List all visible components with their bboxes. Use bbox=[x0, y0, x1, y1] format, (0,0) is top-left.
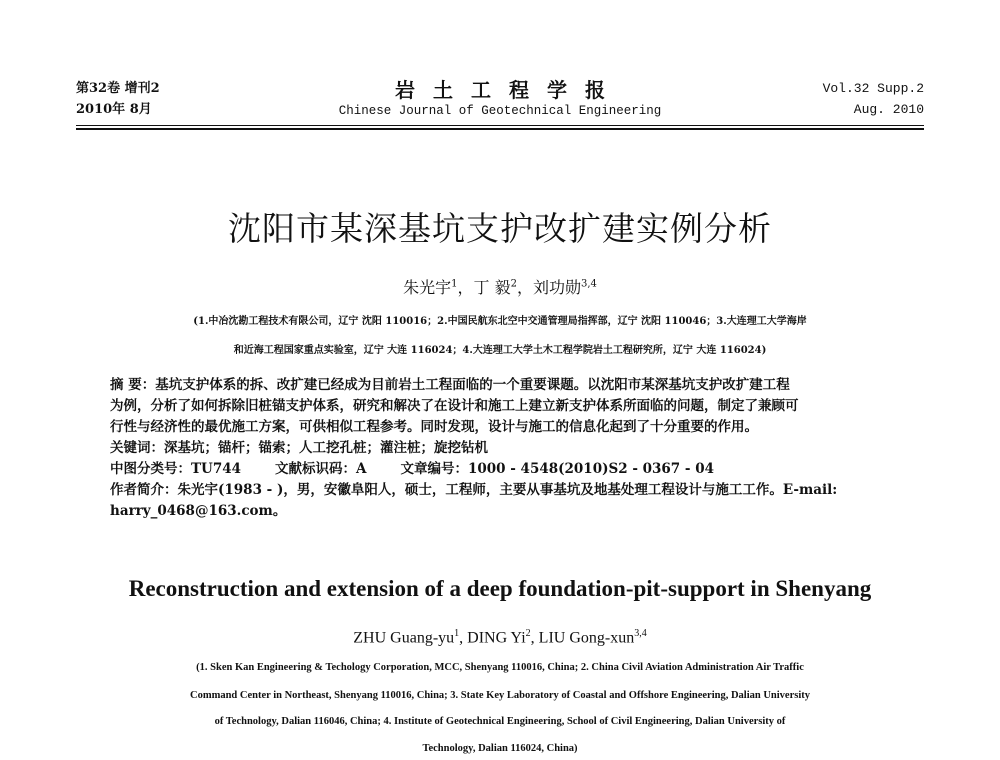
author-intro-text: 朱光宇(1983 - )，男，安徽阜阳人，硕士，工程师，主要从事基坑及地基处理工程设计与施工工作。E-mail: bbox=[177, 482, 838, 498]
abstract-line-1 bbox=[110, 375, 890, 396]
affiliation-en-line-2: Command Center in Northeast, Shenyang 110016, China; 3. State Key Laboratory of Coastal and Offshore Engineering, Dalian University bbox=[190, 690, 810, 701]
date-cn: 2010年 8月 bbox=[76, 102, 152, 117]
affiliation-en-line-1: (1. Sken Kan Engineering & Techology Corporation, MCC, Shenyang 110016, China; 2. China Civil Aviation Administration Air Traffic bbox=[196, 662, 804, 673]
affiliation-en-line-4: Technology, Dalian 116024, China) bbox=[422, 743, 578, 754]
keywords-text: 深基坑；锚杆；锚索；人工挖孔桩；灌注桩；旋挖钻机 bbox=[164, 440, 488, 456]
keywords-label: 关键词： bbox=[110, 440, 164, 456]
affiliation-cn-line-1: (1.中冶沈勘工程技术有限公司，辽宁 沈阳 110016；2.中国民航东北空中交通管理局指挥部，辽宁 沈阳 110046；3.大连理工大学海岸 bbox=[193, 316, 807, 327]
affiliation-en-line-3: of Technology, Dalian 116046, China; 4. Institute of Geotechnical Engineering, School of Civil Engineering, Dalian University of bbox=[214, 716, 786, 727]
author-cn-1: 朱光宇 bbox=[403, 278, 452, 297]
abstract-label: 摘 要： bbox=[110, 377, 156, 393]
author-en-1: ZHU Guang-yu bbox=[353, 629, 455, 647]
author-en-2-sup: 2 bbox=[525, 628, 531, 639]
header-right bbox=[823, 78, 924, 120]
clc-value: TU744 bbox=[191, 461, 241, 477]
article-number-value: 1000 - 4548(2010)S2 - 0367 - 04 bbox=[467, 461, 714, 477]
author-cn-3-sup: 3,4 bbox=[581, 278, 597, 290]
journal-name-cn: 岩土工程学报 bbox=[395, 78, 623, 102]
abstract-line-2: 为例，分析了如何拆除旧桩锚支护体系，研究和解决了在设计和施工上建立新支护体系所面临的问题，制定了兼顾可 bbox=[110, 398, 799, 414]
clc-label: 中图分类号： bbox=[110, 461, 191, 477]
header-rule-thin bbox=[76, 125, 924, 126]
abstract-block bbox=[110, 375, 890, 522]
paper-title-en: Reconstruction and extension of a deep foundation-pit-support in Shenyang bbox=[128, 576, 872, 601]
author-en-3: LIU Gong-xun bbox=[538, 629, 635, 647]
author-intro-line-1 bbox=[110, 480, 890, 501]
author-en-1-sup: 1 bbox=[454, 628, 460, 639]
journal-header bbox=[76, 78, 924, 122]
author-en-2: DING Yi bbox=[467, 629, 526, 647]
header-rule-thick bbox=[76, 128, 924, 130]
author-cn-2: 丁 毅 bbox=[473, 278, 511, 297]
author-cn-1-sup: 1 bbox=[451, 278, 458, 290]
authors-en bbox=[0, 628, 1000, 647]
author-intro-label: 作者简介： bbox=[110, 482, 178, 498]
author-sep: , bbox=[530, 629, 539, 647]
author-en-3-sup: 3,4 bbox=[634, 628, 647, 639]
volume-cn: 第32卷 增刊2 bbox=[76, 81, 160, 96]
journal-name-en: Chinese Journal of Geotechnical Engineering bbox=[338, 104, 662, 118]
volume-en: Vol.32 Supp.2 bbox=[822, 81, 924, 96]
affiliation-cn-line-2: 和近海工程国家重点实验室，辽宁 大连 116024；4.大连理工大学土木工程学院岩土工程研究所，辽宁 大连 116024) bbox=[233, 345, 767, 356]
doc-code-label: 文献标识码： bbox=[275, 461, 356, 477]
author-cn-3: 刘功勋 bbox=[532, 278, 581, 297]
author-sep: , bbox=[459, 629, 468, 647]
authors-cn bbox=[0, 275, 1000, 298]
date-en: Aug. 2010 bbox=[853, 102, 924, 117]
classification-line bbox=[110, 459, 890, 480]
doc-code-value: A bbox=[356, 461, 367, 477]
abstract-line-3: 行性与经济性的最优施工方案，可供相似工程参考。同时发现，设计与施工的信息化起到了十分重要的作用。 bbox=[110, 419, 758, 435]
keywords-line bbox=[110, 438, 890, 459]
author-sep: ， bbox=[457, 278, 474, 297]
abstract-text-1: 基坑支护体系的拆、改扩建已经成为目前岩土工程面临的一个重要课题。以沈阳市某深基坑支护改扩建工程 bbox=[155, 377, 790, 393]
header-center bbox=[76, 78, 924, 120]
paper-title-cn: 沈阳市某深基坑支护改扩建实例分析 bbox=[228, 209, 772, 248]
author-sep: ， bbox=[516, 278, 533, 297]
author-email: harry_0468@163.com。 bbox=[110, 503, 287, 519]
article-number-label: 文章编号： bbox=[400, 461, 468, 477]
author-cn-2-sup: 2 bbox=[510, 278, 517, 290]
